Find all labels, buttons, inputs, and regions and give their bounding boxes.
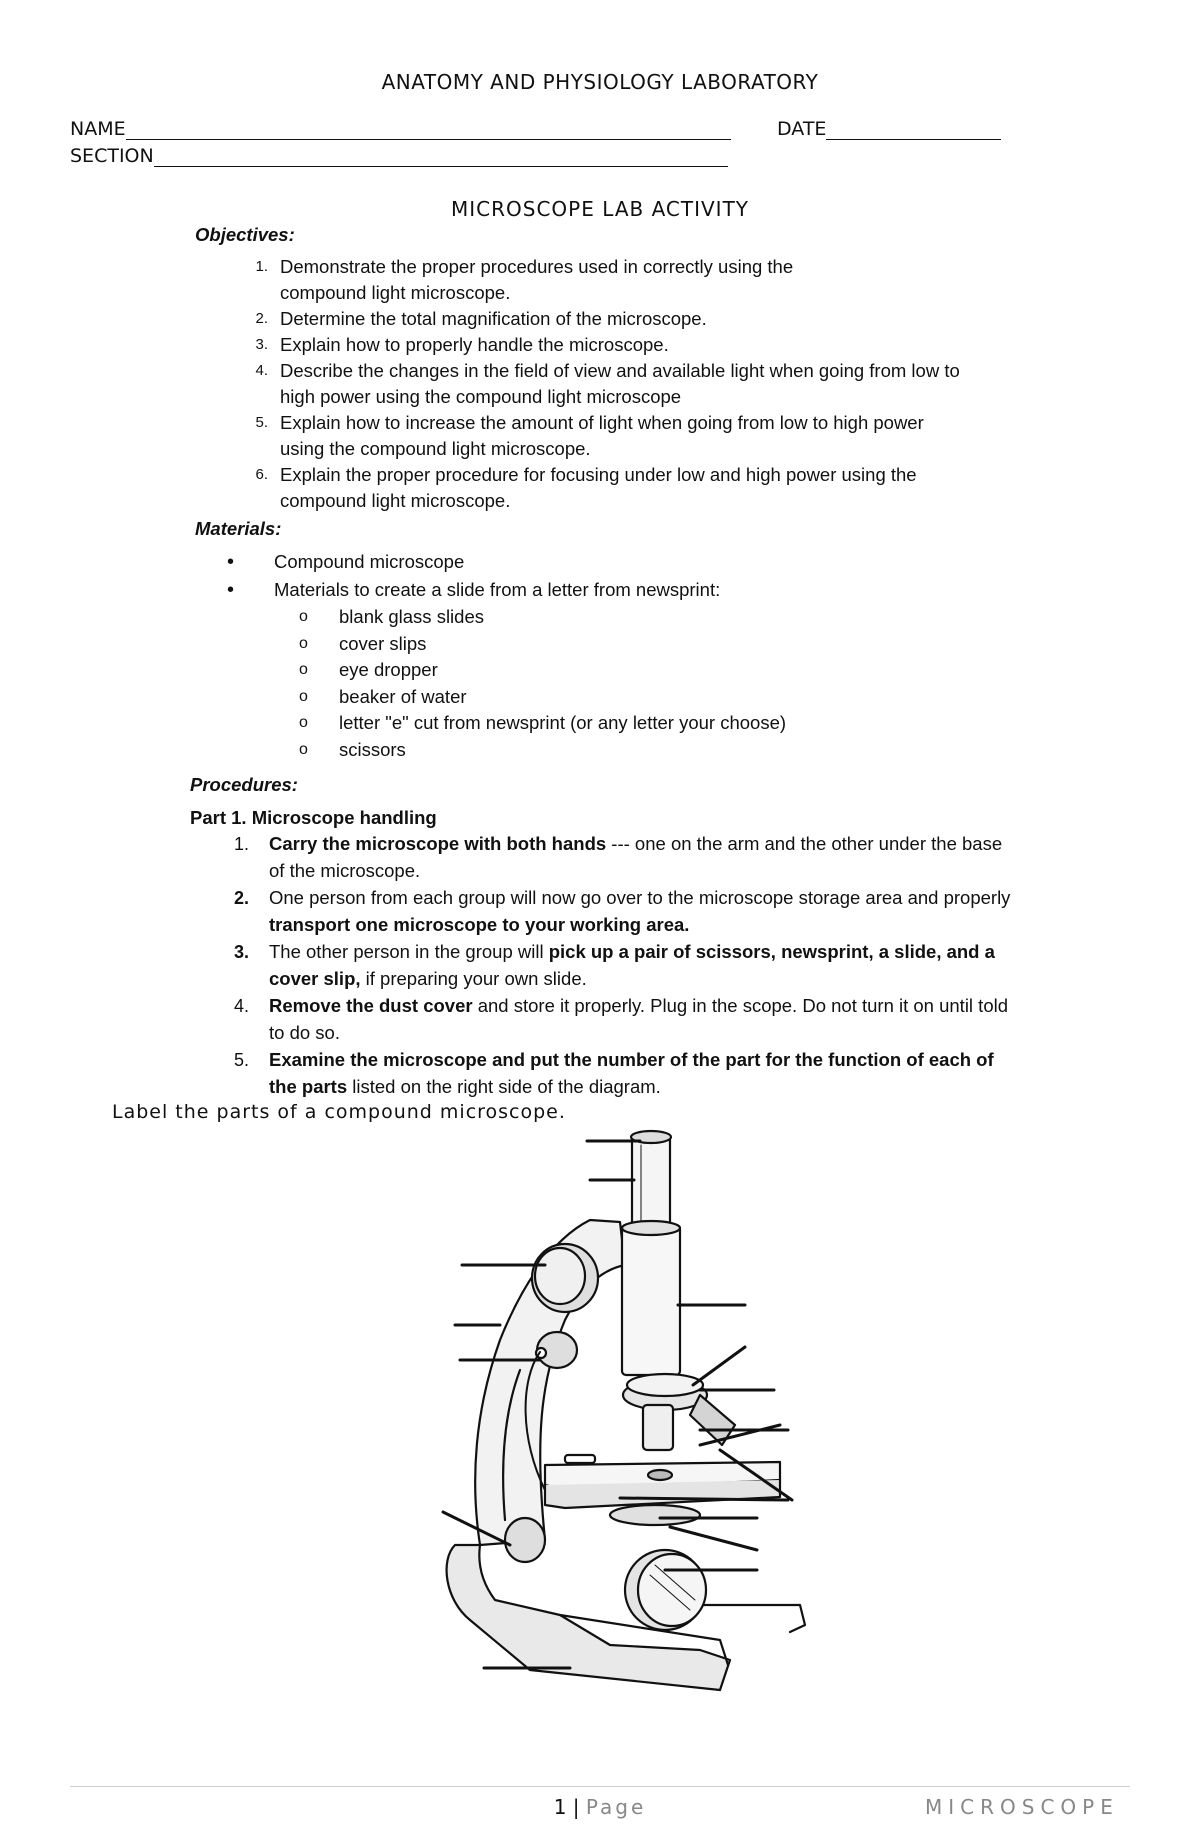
objectives-section [195, 222, 1035, 514]
list-item: • Compound microscope [195, 548, 1035, 576]
date-field[interactable] [777, 118, 1001, 140]
condenser-knob [505, 1518, 545, 1562]
name-line[interactable] [126, 121, 731, 140]
materials-section [195, 516, 1035, 763]
list-item: o blank glass slides [195, 604, 1035, 631]
list-item: 4. Remove the dust cover and store it properly. Plug in the scope. Do not turn it on until told to do so. [234, 995, 1009, 1043]
label-line [693, 1347, 745, 1385]
list-item: 2. Determine the total magnification of the microscope. [255, 308, 707, 329]
procedures-heading: Procedures: [190, 774, 298, 795]
objectives-list [240, 254, 1035, 514]
stage-clip [565, 1455, 595, 1463]
list-item: 3. The other person in the group will pick up a pair of scissors, newsprint, a slide, and a cover slip, if preparing your own slide. [234, 941, 995, 989]
materials-list [195, 548, 1035, 604]
eyepiece [632, 1135, 670, 1230]
section-field[interactable] [70, 145, 728, 167]
list-item: o beaker of water [195, 684, 1035, 711]
diagram-prompt: Label the parts of a compound microscope. [112, 1101, 566, 1123]
materials-heading: Materials: [195, 518, 282, 539]
body-tube [622, 1225, 680, 1375]
list-item: o letter "e" cut from newsprint (or any letter your choose) [195, 710, 1035, 737]
list-item: 5. Explain how to increase the amount of light when going from low to high power using the compound light microscope. [255, 412, 924, 459]
page-number-value: 1 [553, 1795, 567, 1819]
part-label: Part 1. Microscope handling [190, 807, 437, 828]
list-item: 4. Describe the changes in the field of view and available light when going from low to high power using the compound light microscope [255, 360, 960, 407]
list-item: o cover slips [195, 631, 1035, 658]
list-item: 2. One person from each group will now go over to the microscope storage area and properly transport one microscope to your working area. [234, 887, 1011, 935]
footer-divider [70, 1786, 1130, 1787]
list-item: • Materials to create a slide from a letter from newsprint: [195, 576, 1035, 604]
date-label: DATE [777, 118, 827, 140]
objective-lens [643, 1405, 673, 1450]
diaphragm [610, 1505, 700, 1525]
lab-title: MICROSCOPE LAB ACTIVITY [451, 197, 749, 221]
list-item: 3. Explain how to properly handle the microscope. [255, 334, 669, 355]
materials-sublist [195, 604, 1035, 763]
page-separator: | [566, 1795, 586, 1819]
microscope-diagram [430, 1125, 810, 1705]
list-item: 6. Explain the proper procedure for focusing under low and high power using the compound light microscope. [255, 464, 917, 511]
objectives-heading: Objectives: [195, 224, 295, 245]
list-item: 1. Carry the microscope with both hands --- one on the arm and the other under the base of the microscope. [234, 833, 1003, 881]
list-item: o scissors [195, 737, 1035, 764]
name-label: NAME [70, 118, 126, 140]
section-line[interactable] [154, 148, 728, 167]
footer-brand: MICROSCOPE [925, 1795, 1119, 1819]
section-label: SECTION [70, 145, 154, 167]
name-field[interactable] [70, 118, 731, 140]
list-item: 5. Examine the microscope and put the number of the part for the function of each of the parts listed on the right side of the diagram. [234, 1049, 994, 1097]
page-word: Page [585, 1795, 647, 1819]
document-title: ANATOMY AND PHYSIOLOGY LABORATORY [381, 70, 819, 94]
list-item: o eye dropper [195, 657, 1035, 684]
label-line [620, 1498, 788, 1500]
date-line[interactable] [826, 121, 1001, 140]
procedures-section [190, 772, 1020, 1101]
label-line [670, 1527, 757, 1550]
list-item: 1. Demonstrate the proper procedures used in correctly using the compound light microscope. [255, 256, 794, 303]
procedures-list [190, 831, 1020, 1100]
